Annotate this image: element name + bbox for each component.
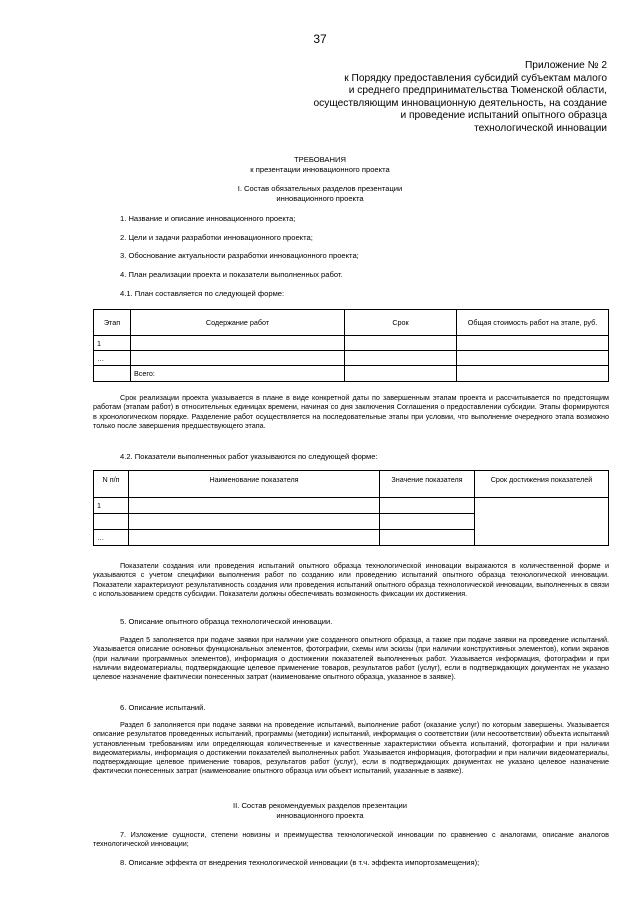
table-header-cell: Содержание работ xyxy=(131,310,345,336)
table-header-cell: N п/п xyxy=(94,471,129,498)
list-item: 4.1. План составляется по следующей форме: xyxy=(120,289,285,298)
appendix-header xyxy=(247,60,607,135)
appendix-line: осуществляющим инновационную деятельность, на создание xyxy=(313,97,607,109)
heading-title: ТРЕБОВАНИЯ xyxy=(294,155,346,164)
table-row xyxy=(94,351,609,366)
table-cell: 1 xyxy=(94,336,131,351)
list-item: 4.2. Показатели выполненных работ указываются по следующей форме: xyxy=(120,452,378,461)
table-header-cell: Наименование показателя xyxy=(129,471,380,498)
table-cell xyxy=(94,366,131,382)
list-item: 3. Обоснование актуальности разработки инновационного проекта; xyxy=(120,251,359,260)
list-item: 2. Цели и задачи разработки инновационного проекта; xyxy=(120,233,313,242)
table-header-row xyxy=(94,471,609,498)
heading-subtitle: к презентации инновационного проекта xyxy=(250,164,390,174)
table-cell: … xyxy=(94,530,129,546)
list-item: 4. План реализации проекта и показатели выполненных работ. xyxy=(120,270,343,279)
table-header-cell: Общая стоимость работ на этапе, руб. xyxy=(457,310,609,336)
table-cell xyxy=(457,351,609,366)
table-cell: … xyxy=(94,351,131,366)
list-item: 6. Описание испытаний. xyxy=(120,703,206,712)
table-header-cell: Значение показателя xyxy=(380,471,475,498)
table-cell xyxy=(129,530,380,546)
appendix-line: и среднего предпринимательства Тюменской области, xyxy=(348,85,607,96)
table-cell xyxy=(129,514,380,530)
table-cell xyxy=(380,514,475,530)
paragraph-section5: Раздел 5 заполняется при подаче заявки при наличии уже созданного опытного образца, а также при подаче заявки на проведение испытаний. Указывается описание основных функциональных элементов, фотографии, схемы или эскизы (при наличии конструктивных элементов), копии экранов (при наличии программных элементов), информация о достижении показателей выполненных работ. Указывается информация, фотографии и при наличии видеоматериалы, подтверждающие целевое применение товаров, результатов работ (услуг), если в подтверждающих документах не указано целевое назначение фактически понесенных затрат (наименование опытного образца, указанное в заявке). xyxy=(93,635,609,682)
table-cell xyxy=(131,336,345,351)
table-cell xyxy=(457,366,609,382)
document-heading xyxy=(0,155,640,174)
table-row xyxy=(94,498,609,514)
list-item: 7. Изложение сущности, степени новизны и преимущества технологической инновации по сравнению с аналогами, описание аналогов технологической инновации; xyxy=(93,830,609,849)
list-item: 5. Описание опытного образца технологической инновации. xyxy=(120,617,333,626)
appendix-line: и проведение испытаний опытного образца xyxy=(400,110,607,121)
table-row xyxy=(94,336,609,351)
table-cell xyxy=(94,514,129,530)
paragraph-section6: Раздел 6 заполняется при подаче заявки на проведение испытаний, выполнение работ (оказание услуг) по которым завершены. Указывается описание результатов проведенных испытаний, программы (методики) испытаний, информация о соответствии (или несоответствии) объекта испытаний установленным требованиям или определяющая количественные и качественные характеристики объекта испытаний, фотографии и при наличии видеоматериалы, информация о достижении показателей выполненных работ. Указывается информация, фотографии и при наличии видеоматериалы, подтверждающие целевое применение товаров, результатов работ (услуг), если в подтверждающих документах не указано целевое назначение фактически понесенных затрат (наименование опытного образца или объект испытаний, указанные в заявке). xyxy=(93,720,609,776)
appendix-line: Приложение № 2 xyxy=(524,60,607,71)
plan-table xyxy=(93,309,609,382)
paragraph-indicators: Показатели создания или проведения испытаний опытного образца технологической инновации выражаются в количественной форме и указываются с учетом специфики выполнения работ по созданию или проведению испытаний опытного образца технологической инновации. Показатели характеризуют результативность создания или проведения испытаний опытного образца технологической инновации, выполненных в связи с использованием средств субсидии. Показатели должны обеспечивать возможность фиксации их достижения. xyxy=(93,561,609,598)
table-cell xyxy=(129,498,380,514)
appendix-line: технологической инновации xyxy=(474,122,607,134)
table-cell xyxy=(380,498,475,514)
table-cell xyxy=(345,351,457,366)
section2-title-line: II. Состав рекомендуемых разделов презентации xyxy=(233,801,407,810)
table-cell xyxy=(475,498,609,546)
table-cell xyxy=(380,530,475,546)
section2-title-line: инновационного проекта xyxy=(276,810,364,820)
section1-title-line: инновационного проекта xyxy=(276,193,364,203)
indicators-table xyxy=(93,470,609,546)
table-cell xyxy=(457,336,609,351)
paragraph-srok: Срок реализации проекта указывается в плане в виде конкретной даты по завершенным этапам проекта и рассчитывается по предстоящим работам (этапам работ) в относительных единицах времени, начиная со дня заключения Соглашения о предоставлении субсидии. Этапы формируются в хронологическом порядке. Разделение работ осуществляется на последовательные этапы при условии, что выполнение очередного этапа возможно только после завершения предшествующего этапа. xyxy=(93,393,609,430)
table-row xyxy=(94,366,609,382)
table-header-cell: Срок достижения показателей xyxy=(475,471,609,498)
list-item: 8. Описание эффекта от внедрения технологической инновации (в т.ч. эффекта импортозамещения); xyxy=(120,858,480,867)
table-cell: Всего: xyxy=(131,366,345,382)
table-cell: 1 xyxy=(94,498,129,514)
page-number: 37 xyxy=(313,32,327,46)
table-header-cell: Срок xyxy=(345,310,457,336)
table-header-cell: Этап xyxy=(94,310,131,336)
table-cell xyxy=(131,351,345,366)
section1-title-line: I. Состав обязательных разделов презентации xyxy=(237,184,403,193)
section2-title xyxy=(0,801,640,820)
table-cell xyxy=(345,366,457,382)
list-item: 1. Название и описание инновационного проекта; xyxy=(120,214,296,223)
appendix-line: к Порядку предоставления субсидий субъектам малого xyxy=(344,72,607,84)
section1-title xyxy=(0,184,640,203)
table-header-row xyxy=(94,310,609,336)
table-cell xyxy=(345,336,457,351)
